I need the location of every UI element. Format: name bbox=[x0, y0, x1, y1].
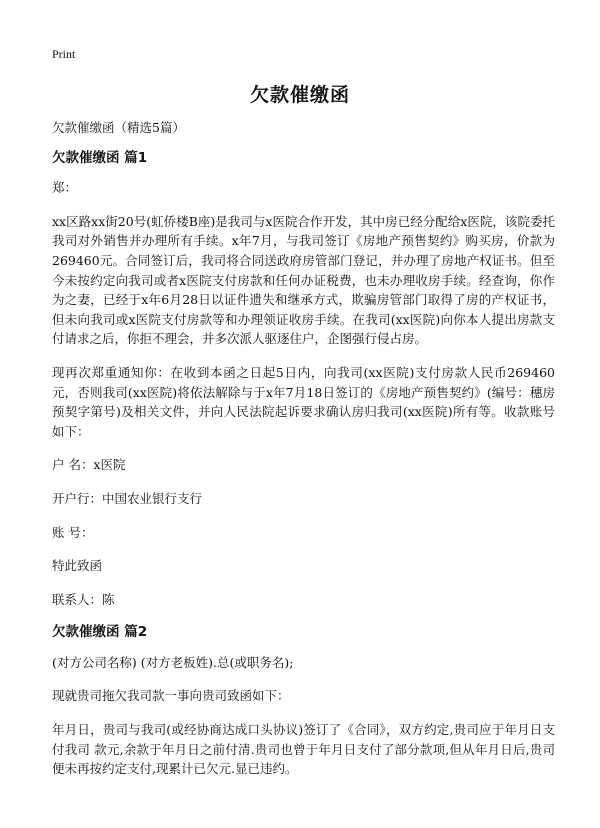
document-body bbox=[52, 118, 555, 793]
print-label: Print bbox=[52, 47, 76, 61]
intro-text: 现就贵司拖欠我司款一事向贵司致函如下： bbox=[52, 688, 290, 704]
paragraph-3: 年月日，贵司与我司(或经协商达成口头协议)签订了《合同》，双方约定,贵司应于年月日支付我司 款元,余款于年月日之前付清.贵司也曾于年月日支付了部分款项,但从年月日后,贵司便未再按约定支付,现累计已欠元.显已违约。 bbox=[52, 722, 555, 777]
contact-person: 联系人：陈 bbox=[52, 591, 115, 607]
closing-text: 特此致函 bbox=[52, 558, 103, 574]
bank-name: 开户行：中国农业银行支行 bbox=[52, 490, 203, 506]
paragraph-1: xx区路xx街20号(虹侨楼B座)是我司与x医院合作开发，其中房已经分配给x医院，该院委托我司对外销售并办理所有手续。x年7月，与我司签订《房地产预售契约》购买房，价款为269460元。合同签订后，我司将合同送政府房管部门登记，并办理了房地产权证书。但至今未按约定向我司或者x医院支付房款和任何办证税费，也未办理收房手续。经查询，你作为之妻，已经于x年6月28日以证件遗失和继承方式，欺骗房管部门取得了房的产权证书，但未向我司或x医院支付房款等和办理领证收房手续。在我司(xx医院)向你本人提出房款支付请求之后，你拒不理会，并多次派人驱逐住户，企图强行侵占房。 bbox=[52, 213, 555, 347]
document-title: 欠款催缴函 bbox=[249, 84, 350, 106]
section-heading-1: 欠款催缴函 篇1 bbox=[52, 149, 148, 166]
salutation-2: (对方公司名称) (对方老板姓).总(或职务名); bbox=[52, 654, 294, 670]
document-subtitle: 欠款催缴函（精选5篇） bbox=[52, 120, 185, 135]
paragraph-2: 现再次郑重通知你：在收到本函之日起5日内，向我司(xx医院)支付房款人民币269460元，否则我司(xx医院)将依法解除与于x年7月18日签订的《房地产预售契约》(编号：穗房预契字第号)及相关文件，并向人民法院起诉要求确认房归我司(xx医院)所有等。收款账号如下： bbox=[52, 364, 555, 439]
section-heading-2: 欠款催缴函 篇2 bbox=[52, 624, 148, 641]
account-name: 户 名：x医院 bbox=[52, 457, 126, 473]
account-number: 账 号： bbox=[52, 524, 94, 540]
salutation-1: 郑： bbox=[52, 180, 78, 196]
